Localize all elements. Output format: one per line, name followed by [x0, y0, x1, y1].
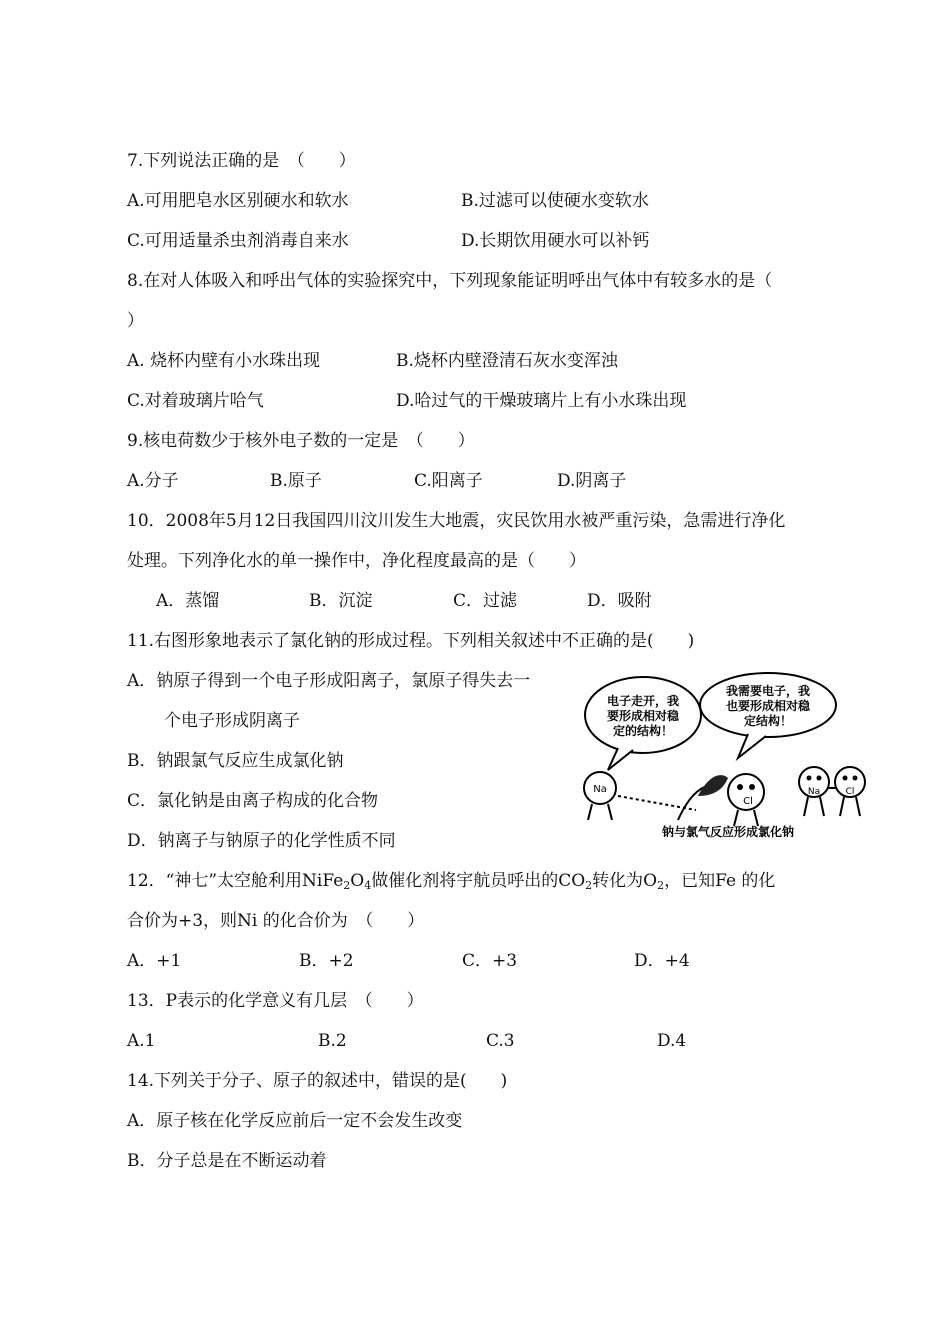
q12-option-d: D．+4 [634, 951, 690, 971]
svg-text:Cl: Cl [845, 787, 855, 797]
q8-stem-line2: ） [127, 311, 144, 331]
q12-stem-part2: O [350, 871, 365, 891]
q9-option-d: D.阴离子 [557, 471, 627, 491]
svg-text:Na: Na [807, 787, 821, 797]
q12-option-a: A．+1 [127, 951, 182, 971]
q13-option-b: B.2 [318, 1031, 347, 1051]
q10-option-d: D．吸附 [587, 591, 652, 611]
q10-option-a: A．蒸馏 [156, 591, 220, 611]
q7-option-a: A.可用肥皂水区别硬水和软水 [127, 191, 349, 211]
q7-stem: 7.下列说法正确的是 （ ） [127, 151, 356, 171]
q7-option-d: D.长期饮用硬水可以补钙 [461, 231, 650, 251]
q12-stem-line1 [127, 870, 775, 892]
q12-stem-part4: 转化为O [592, 871, 658, 891]
figure-caption: 钠与氯气反应形成氯化钠 [661, 825, 795, 839]
q8-option-c: C.对着玻璃片哈气 [127, 391, 264, 411]
q7-option-b: B.过滤可以使硬水变软水 [461, 191, 649, 211]
q8-option-a: A. 烧杯内壁有小水珠出现 [127, 351, 321, 371]
q12-sub-2: 4 [364, 879, 372, 892]
q9-option-c: C.阳离子 [414, 471, 483, 491]
q12-stem-part5: ，已知Fe 的化 [664, 871, 776, 891]
q10-stem-line2: 处理。下列净化水的单一操作中，净化程度最高的是（ ） [127, 551, 586, 571]
q9-option-a: A.分子 [127, 471, 179, 491]
q14-option-a: A．原子核在化学反应前后一定不会发生改变 [127, 1111, 463, 1131]
atom-cl-label: Cl [743, 796, 753, 807]
q13-option-d: D.4 [657, 1031, 687, 1051]
q14-stem: 14.下列关于分子、原子的叙述中，错误的是( ) [127, 1071, 508, 1091]
atom-na-label: Na [593, 784, 607, 795]
q8-stem-line1: 8.在对人体吸入和呼出气体的实验探究中，下列现象能证明呼出气体中有较多水的是（ [127, 271, 773, 291]
q13-option-c: C.3 [486, 1031, 515, 1051]
q7-option-c: C.可用适量杀虫剂消毒自来水 [127, 231, 349, 251]
q12-stem-line2: 合价为+3，则Ni 的化合价为 （ ） [127, 911, 425, 931]
q12-stem-part3: 做催化剂将宇航员呼出的CO [371, 871, 586, 891]
q13-option-a: A.1 [127, 1031, 156, 1051]
q8-option-d: D.哈过气的干燥玻璃片上有小水珠出现 [396, 391, 687, 411]
q11-option-b: B．钠跟氯气反应生成氯化钠 [127, 751, 344, 771]
net-icon [698, 775, 728, 796]
q10-stem-line1: 10．2008年5月12日我国四川汶川发生大地震，灾民饮用水被严重污染，急需进行净化 [127, 511, 786, 531]
q11-option-a-line1: A．钠原子得到一个电子形成阳离子，氯原子得失去一 [127, 671, 531, 691]
q9-stem: 9.核电荷数少于核外电子数的一定是 （ ） [127, 431, 475, 451]
q10-option-b: B．沉淀 [309, 591, 373, 611]
q12-option-c: C．+3 [462, 951, 518, 971]
q12-option-b: B．+2 [299, 951, 354, 971]
q12-stem-part1: 12．“神七”太空舱利用NiFe [127, 871, 344, 891]
bubble-left-line3: 定的结构！ [612, 724, 674, 738]
bubble-left-line1: 电子走开，我 [606, 694, 680, 708]
q12-sub-4: 2 [657, 879, 665, 892]
bubble-right-line1: 我需要电子，我 [725, 684, 811, 698]
q11-option-c: C．氯化钠是由离子构成的化合物 [127, 791, 379, 811]
q9-option-b: B.原子 [270, 471, 322, 491]
q12-sub-1: 2 [343, 879, 351, 892]
bubble-right-line3: 定结构！ [743, 714, 793, 728]
q11-option-d: D．钠离子与钠原子的化学性质不同 [127, 831, 396, 851]
bubble-left-line2: 要形成相对稳 [606, 709, 680, 723]
q14-option-b: B．分子总是在不断运动着 [127, 1151, 327, 1171]
q8-option-b: B.烧杯内壁澄清石灰水变浑浊 [396, 351, 618, 371]
q11-stem: 11.右图形象地表示了氯化钠的形成过程。下列相关叙述中不正确的是( ) [127, 631, 695, 651]
q10-option-c: C．过滤 [453, 591, 518, 611]
q11-option-a-line2: 个电子形成阴离子 [164, 711, 300, 731]
bubble-right-line2: 也要形成相对稳 [725, 699, 811, 713]
q12-sub-3: 2 [585, 879, 593, 892]
q13-stem: 13．P表示的化学意义有几层 （ ） [127, 991, 424, 1011]
sodium-chloride-cartoon [578, 670, 874, 840]
